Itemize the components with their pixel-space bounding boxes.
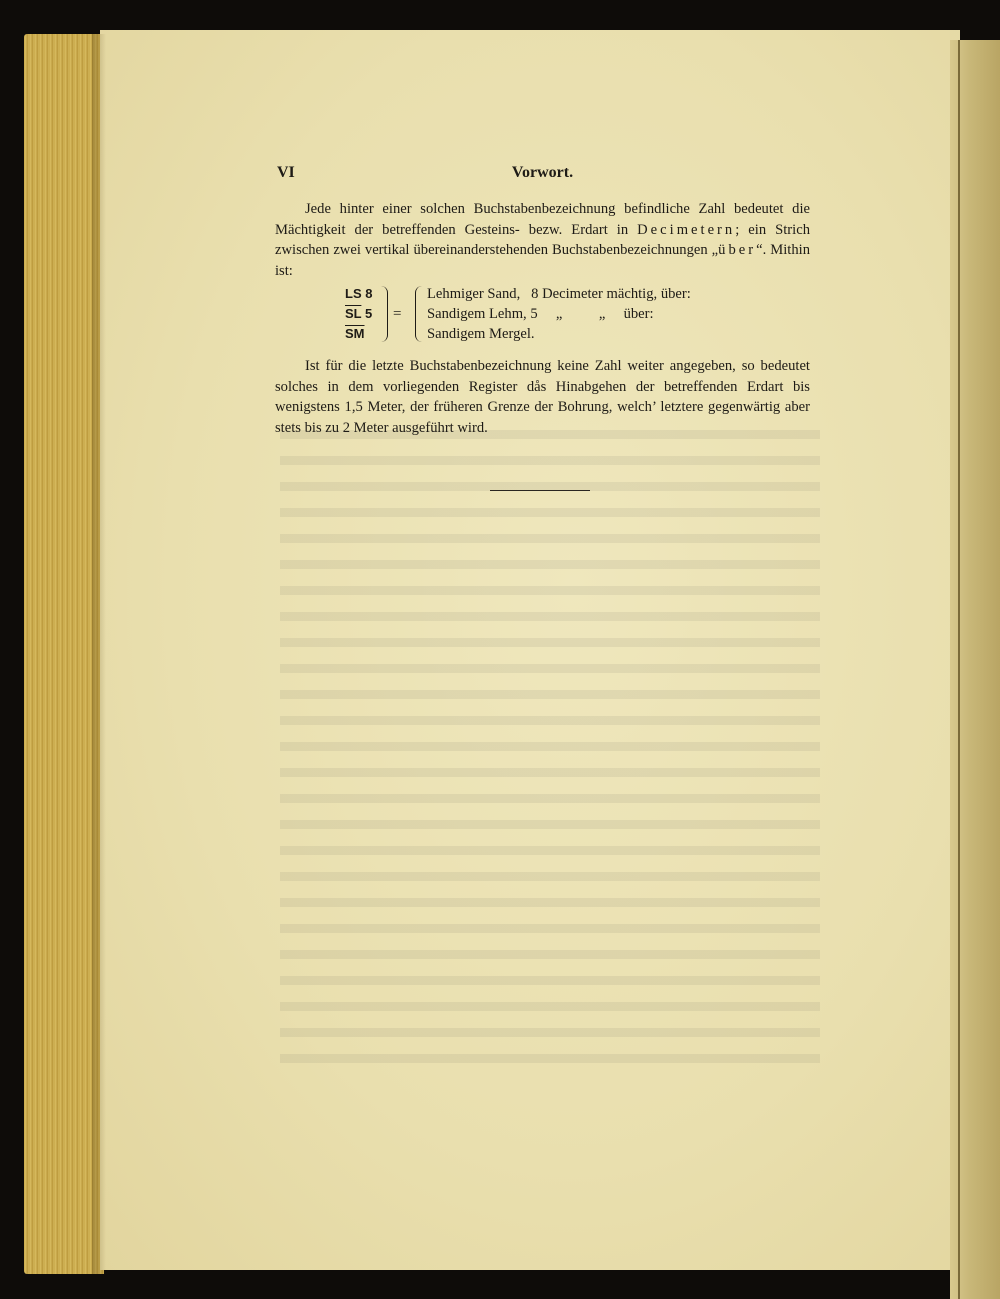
paragraph-1-text-c: “. Mithin ist: xyxy=(275,242,810,279)
code-row xyxy=(345,304,379,324)
section-rule xyxy=(490,490,590,491)
paragraph-1-text-b: ; ein Strich zwischen zwei vertikal übereinanderstehenden Buchstabenbezeichnungen „ xyxy=(275,221,810,258)
code-sl: $\overline{SL}$ xyxy=(345,306,362,321)
bleed-through-text xyxy=(280,430,820,1070)
emphasis-ueber: über xyxy=(718,242,757,258)
emphasis-decimetern: Decimetern xyxy=(637,221,736,238)
description-line-3: Sandigem Mergel. xyxy=(427,326,535,342)
description-line-1: Lehmiger Sand, 8 Decimeter mächtig, über: xyxy=(427,286,691,302)
code-row xyxy=(345,324,379,344)
equals-sign: = xyxy=(393,306,402,322)
page-number: VI xyxy=(277,164,295,181)
soil-descriptions xyxy=(427,284,807,344)
paragraph-2: Ist für die letzte Buchstabenbezeichnung keine Zahl weiter angegeben, so bedeutet solches in dem vorliegenden Register dås Hinabgehen der betreffenden Erdart bis wenigstens 1,5 Meter, der früheren Grenze der Bohrung, welch’ letztere gegenwärtig aber stets bis zu 2 Meter ausgeführt wird. xyxy=(275,358,810,436)
code-sl-number: 5 xyxy=(365,306,373,321)
code-row xyxy=(345,284,379,304)
right-brace xyxy=(415,286,422,342)
running-head xyxy=(275,163,810,185)
page-edge-shadow xyxy=(92,34,106,1274)
code-sm: $\overline{SM}$ xyxy=(345,326,365,341)
page-content xyxy=(275,163,810,438)
page-title: Vorwort. xyxy=(511,164,574,181)
paragraph-1-text-a: Jede hinter einer solchen Buchstabenbezeichnung befindliche Zahl bedeutet die Mächtigkeit der betreffenden Gesteins- bezw. Erdart in xyxy=(275,201,810,238)
gutter-line xyxy=(958,40,960,1299)
code-ls-number: 8 xyxy=(365,286,373,301)
paragraph-1 xyxy=(275,199,810,281)
soil-codes xyxy=(345,284,379,344)
soil-legend xyxy=(275,284,810,346)
code-ls: LS xyxy=(345,286,362,301)
left-brace xyxy=(381,286,388,342)
description-line-2: Sandigem Lehm, 5 „ „ über: xyxy=(427,306,654,322)
